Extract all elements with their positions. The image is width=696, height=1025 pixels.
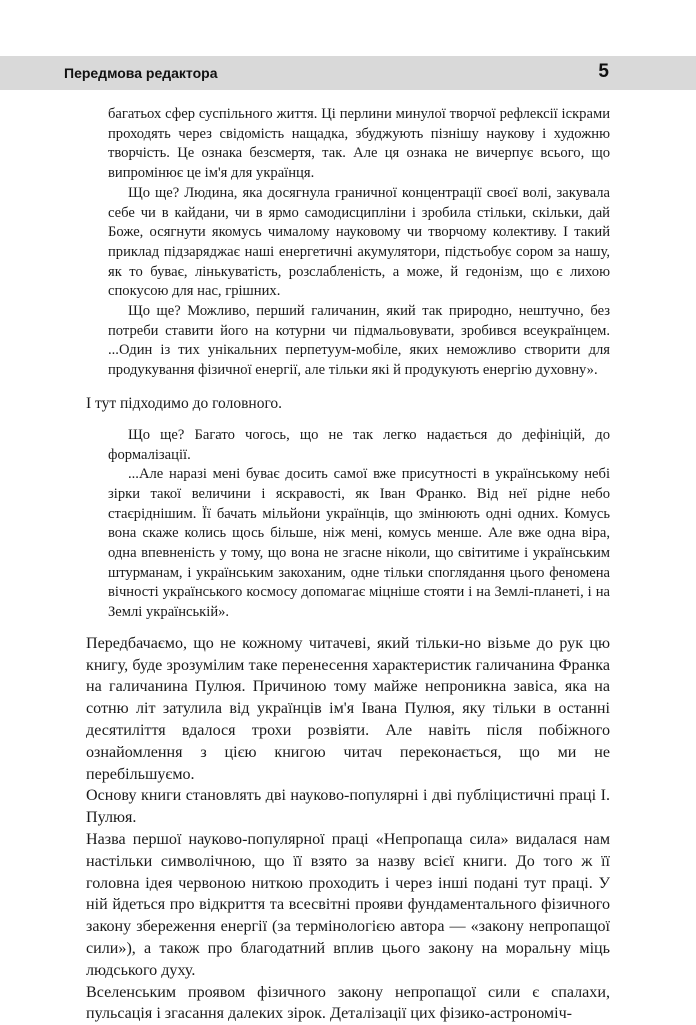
- page-number: 5: [598, 61, 609, 82]
- quote-paragraph: Що ще? Людина, яка досягнула граничної концентрації своєї волі, закувала себе чи в кайдани, чи в ярмо самодисципліни і зробила стільки, скільки, дай Боже, осягнути якомусь чималому науковому чи творчому колективу. І такий приклад підзаряджає наші енергетичні акумулятори, підстьобує сором за нашу, як то буває, лінькуватість, розслабленість, а може, й гедонізм, що є лихою спокусою для нас, грішних.: [108, 184, 610, 300]
- page-content: [86, 105, 610, 1025]
- quote-paragraph: багатьох сфер суспільного життя. Ці перлини минулої творчої рефлексії іскрами проходять через свідомість нащадка, збуджують пізнішу наукову і художню творчість. Це ознака безсмертя, так. Але ця ознака не вичерпує всього, що випромінює це ім'я для українця.: [108, 106, 610, 182]
- quote-paragraph: ...Але наразі мені буває досить самої вже присутності в українському небі зірки такої величини і яскравості, як Іван Франко. Від неї рідне небо стаєріднішим. Її бачать мільйони українців, що змінюють одні одних. Комусь вона скаже колись щось більше, ніж мені, комусь менше. Але вже одна віра, одна впевненість у тому, що вона не згасне ніколи, що світитиме і українським штурманам, і українським закоханим, одне тільки споглядання цього феномена вічності українського космосу допомагає міцніше стояти і на Землі-планеті, і на Землі українській».: [108, 466, 610, 621]
- quote-block: [108, 426, 610, 623]
- quote-paragraph: Що ще? Багато чогось, що не так легко надається до дефініцій, до формалізації.: [108, 426, 610, 463]
- main-text: [86, 633, 610, 1025]
- transition-line: І тут підходимо до головного.: [86, 394, 283, 412]
- running-header-title: Передмова редактора: [64, 65, 218, 81]
- quote-paragraph: Що ще? Можливо, перший галичанин, який так природно, нештучно, без потреби ставити його на котурни чи підмальовувати, зробився всеукраїнцем. ...Один із тих унікальних перпетуум-мобіле, яких неможливо створити для продукування фізичної енергії, але тільки які й продукують енергію духовну».: [108, 303, 610, 379]
- running-header: [0, 56, 696, 90]
- body-paragraph: Передбачаємо, що не кожному читачеві, який тільки-но візьме до рук цю книгу, буде зрозумілим таке перенесення характеристик галичанина Франка на галичанина Пулюя. Причиною тому майже непроникна завіса, яка на сотню літ затулила від українців ім'я Івана Пулюя, яку тільки в останні десятиліття вдалося трохи розвіяти. Але навіть після побіжного ознайомлення з цією книгою читач переконається, що ми не перебільшуємо.: [86, 634, 610, 783]
- quote-block: [108, 105, 610, 381]
- body-paragraph: Назва першої науково-популярної праці «Непропаща сила» видалася нам настільки символічною, що її взято за назву всієї книги. До того ж її головна ідея червоною ниткою проходить і через інші подані тут праці. У ній йдеться про відкриття та всесвітні прояви фундаментального фізичного закону збереження енергії (за термінологією автора — «закону непропащої сили»), а також про благодатний вплив цього закону на моральну міць людського духу.: [86, 831, 610, 979]
- body-paragraph: Основу книги становлять дві науково-популярні і дві публіцистичні праці І. Пулюя.: [86, 787, 610, 827]
- body-paragraph: Вселенським проявом фізичного закону непропащої сили є спалахи, пульсація і згасання далеких зірок. Деталізації цих фізико-астрономіч-: [86, 983, 610, 1023]
